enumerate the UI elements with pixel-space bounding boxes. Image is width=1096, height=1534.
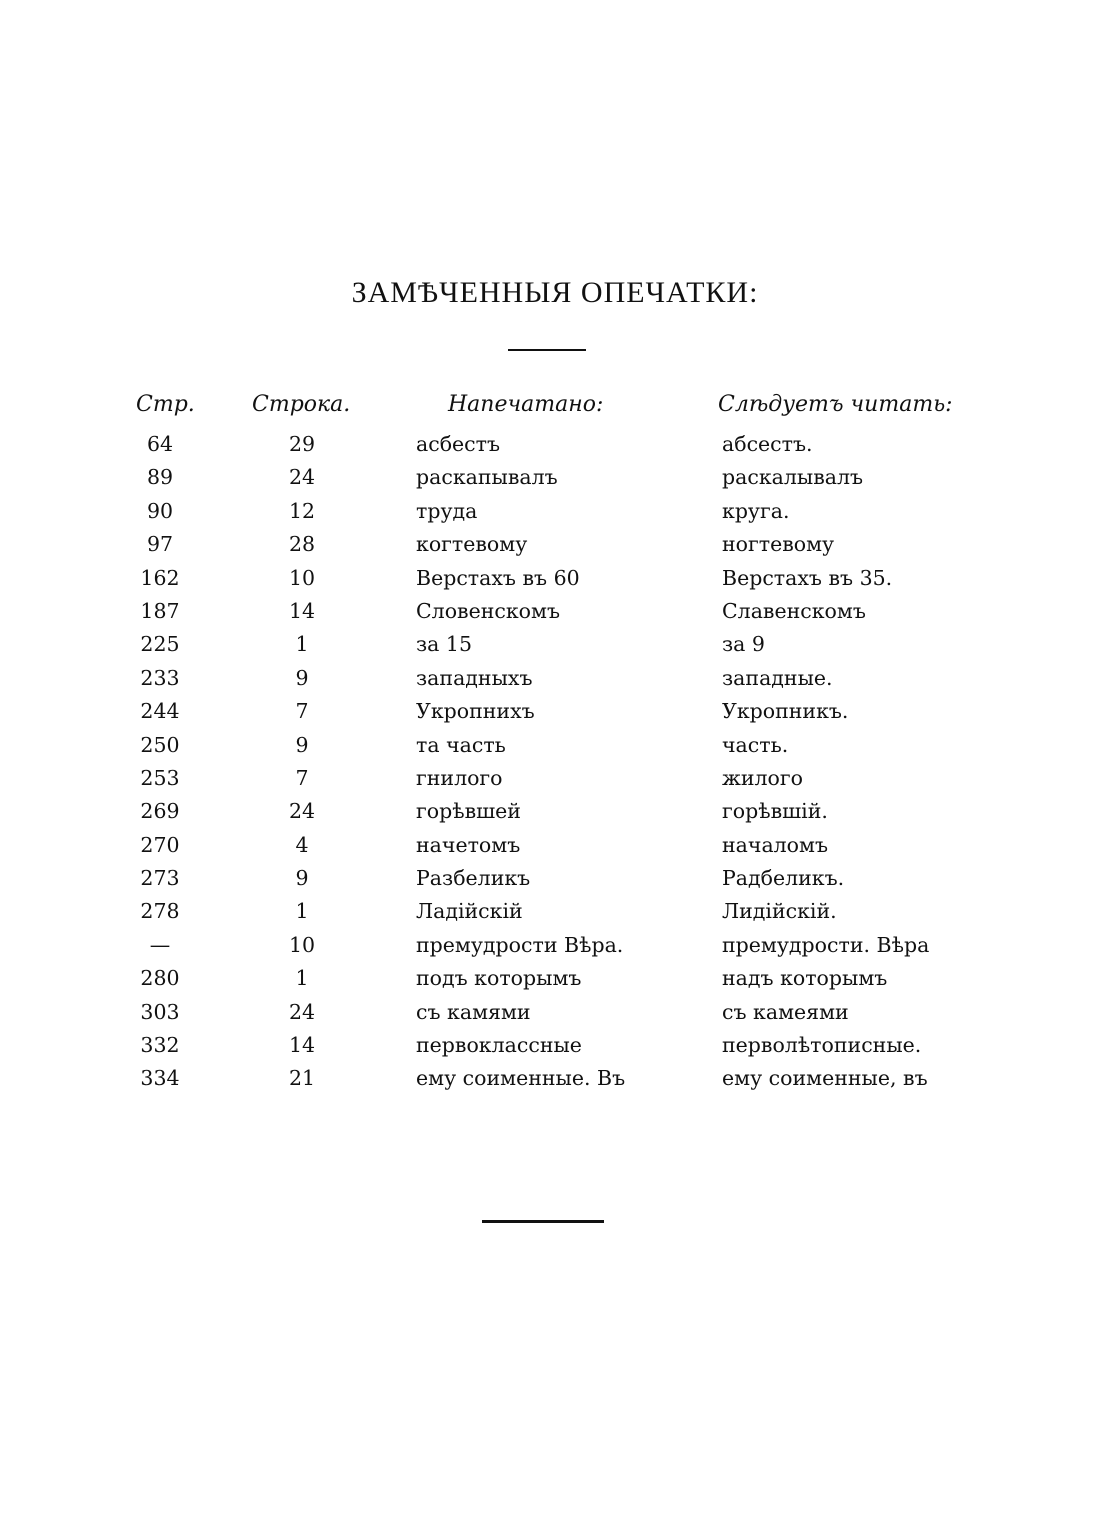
cell-line: 9 (295, 866, 309, 891)
cell-page: 278 (140, 899, 180, 924)
cell-page: 334 (140, 1066, 180, 1091)
cell-line: 9 (295, 665, 309, 690)
cell-page: 280 (140, 966, 180, 991)
table-row (0, 666, 1096, 699)
cell-line: 29 (288, 432, 316, 456)
cell-should-read: круга. (722, 498, 790, 523)
cell-line: 7 (295, 765, 309, 790)
cell-page: 253 (140, 765, 180, 790)
cell-line: 1 (295, 966, 309, 991)
cell-line: 24 (288, 465, 316, 490)
header-line: Строка. (252, 392, 351, 417)
table-row (0, 966, 1096, 999)
cell-should-read: абсестъ. (722, 432, 813, 456)
cell-line: 24 (288, 799, 316, 824)
cell-printed: та часть (416, 732, 506, 757)
cell-page: 244 (140, 699, 180, 724)
cell-should-read: Славенскомъ (722, 598, 866, 623)
errata-table (0, 392, 1096, 1100)
cell-line: 1 (295, 899, 309, 924)
cell-page: 162 (140, 565, 180, 590)
cell-should-read: Лидійскій. (722, 899, 837, 924)
cell-line: 10 (288, 932, 316, 957)
cell-printed: асбестъ (416, 432, 501, 456)
cell-printed: западныхъ (416, 665, 533, 690)
cell-should-read: перволѣтописные. (722, 1033, 922, 1058)
cell-line: 1 (295, 632, 309, 657)
table-row (0, 465, 1096, 498)
table-row (0, 1033, 1096, 1066)
cell-printed: первоклассные (416, 1033, 582, 1058)
cell-printed: ему соименные. Въ (416, 1066, 626, 1091)
table-row (0, 799, 1096, 832)
cell-printed: Словенскомъ (416, 598, 561, 623)
cell-line: 21 (288, 1066, 316, 1091)
cell-printed: подъ которымъ (416, 966, 582, 991)
table-row (0, 699, 1096, 732)
header-page: Стр. (136, 392, 195, 417)
errata-rows (0, 432, 1096, 1100)
cell-should-read: часть. (722, 732, 789, 757)
cell-printed: Ладійскій (416, 899, 523, 924)
cell-should-read: западные. (722, 665, 833, 690)
cell-page: — (149, 932, 171, 957)
cell-should-read: за 9 (722, 632, 765, 657)
cell-printed: Верстахъ въ 60 (416, 565, 580, 590)
cell-page: 187 (140, 598, 180, 623)
cell-printed: раскапывалъ (416, 465, 558, 490)
cell-printed: премудрости Вѣра. (416, 932, 624, 957)
table-row (0, 866, 1096, 899)
cell-page: 250 (140, 732, 180, 757)
cell-printed: съ камями (416, 999, 531, 1024)
cell-line: 14 (288, 598, 316, 623)
page-title: ЗАМѢЧЕННЫЯ ОПЕЧАТКИ: (351, 276, 759, 309)
cell-page: 90 (146, 498, 174, 523)
cell-should-read: надъ которымъ (722, 966, 888, 991)
table-row (0, 599, 1096, 632)
cell-line: 28 (288, 532, 316, 557)
table-row (0, 532, 1096, 565)
cell-page: 233 (140, 665, 180, 690)
cell-page: 332 (140, 1033, 180, 1058)
cell-page: 273 (140, 866, 180, 891)
title-divider (508, 349, 586, 351)
cell-page: 64 (146, 432, 174, 456)
cell-should-read: ему соименные, въ (722, 1066, 928, 1091)
cell-printed: Укропнихъ (416, 699, 535, 724)
cell-line: 24 (288, 999, 316, 1024)
cell-printed: гнилого (416, 765, 503, 790)
table-row (0, 933, 1096, 966)
cell-should-read: съ камеями (722, 999, 849, 1024)
table-row (0, 1066, 1096, 1099)
table-row (0, 566, 1096, 599)
cell-page: 225 (140, 632, 180, 657)
table-row (0, 833, 1096, 866)
end-divider (482, 1220, 604, 1223)
cell-line: 4 (295, 832, 309, 857)
cell-printed: горѣвшей (416, 799, 521, 824)
cell-printed: начетомъ (416, 832, 521, 857)
table-row (0, 899, 1096, 932)
cell-should-read: Верстахъ въ 35. (722, 565, 893, 590)
cell-should-read: Укропникъ. (722, 699, 849, 724)
table-row (0, 499, 1096, 532)
cell-line: 12 (288, 498, 316, 523)
cell-should-read: премудрости. Вѣра (722, 932, 930, 957)
cell-page: 269 (140, 799, 180, 824)
cell-page: 270 (140, 832, 180, 857)
table-row (0, 733, 1096, 766)
cell-should-read: горѣвшій. (722, 799, 828, 824)
cell-printed: Разбеликъ (416, 866, 531, 891)
cell-line: 7 (295, 699, 309, 724)
header-should-read: Слѣдуетъ читать: (718, 392, 953, 417)
cell-printed: труда (416, 498, 478, 523)
cell-printed: когтевому (416, 532, 528, 557)
cell-should-read: ногтевому (722, 532, 835, 557)
table-row (0, 432, 1096, 465)
cell-page: 303 (140, 999, 180, 1024)
cell-should-read: началомъ (722, 832, 829, 857)
cell-line: 9 (295, 732, 309, 757)
cell-page: 89 (146, 465, 174, 490)
cell-should-read: раскалывалъ (722, 465, 864, 490)
cell-should-read: Радбеликъ. (722, 866, 845, 891)
cell-line: 10 (288, 565, 316, 590)
table-header (0, 392, 1096, 432)
header-printed: Напечатано: (448, 392, 604, 417)
table-row (0, 632, 1096, 665)
table-row (0, 1000, 1096, 1033)
cell-line: 14 (288, 1033, 316, 1058)
table-row (0, 766, 1096, 799)
cell-printed: за 15 (416, 632, 473, 657)
cell-page: 97 (146, 532, 174, 557)
cell-should-read: жилого (722, 765, 803, 790)
